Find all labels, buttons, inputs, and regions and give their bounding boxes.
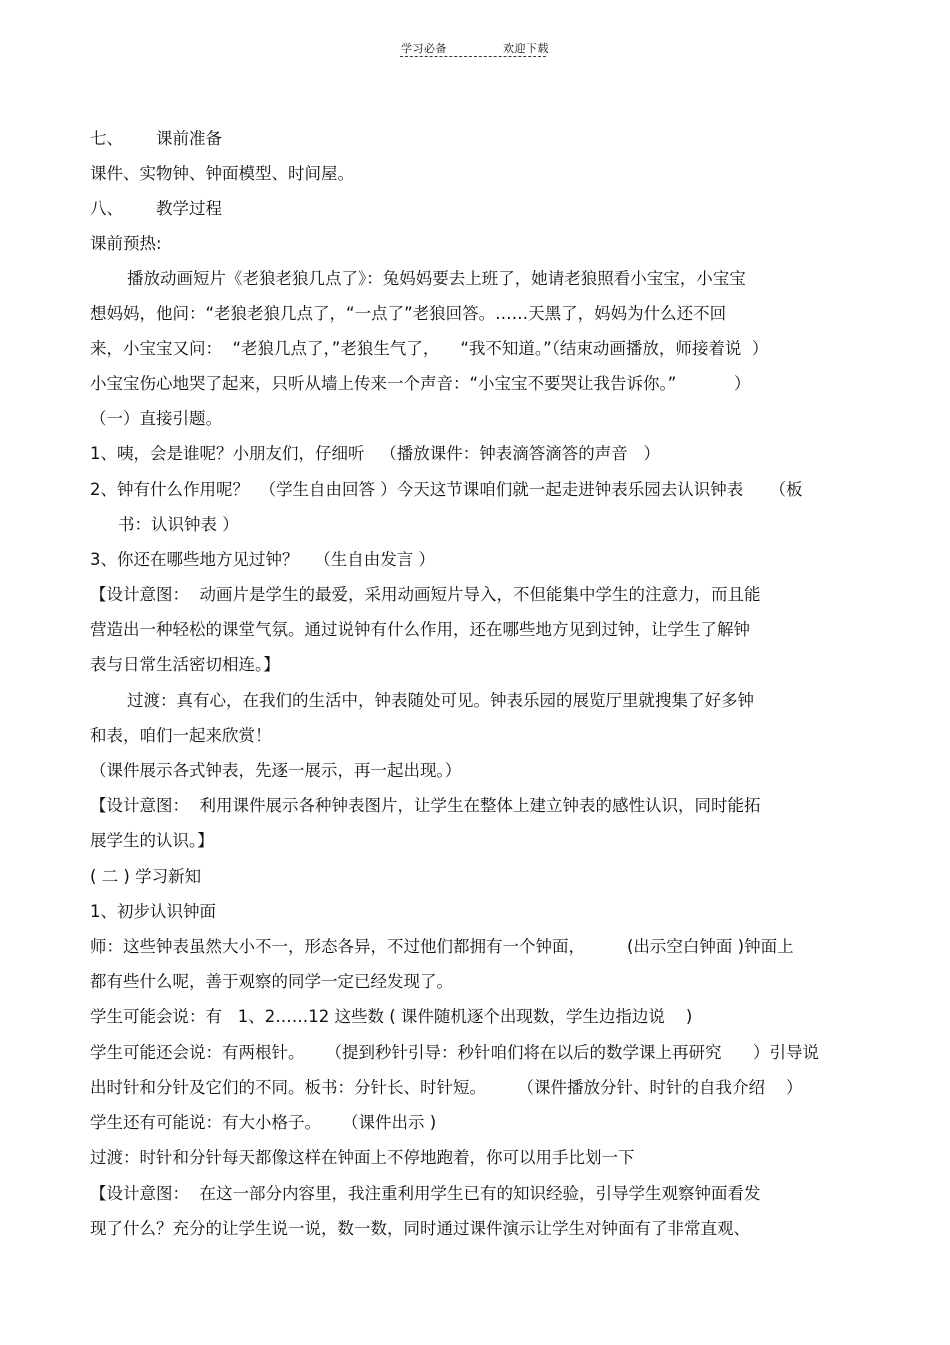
paragraph-line: 和表，咱们一起来欣赏！: [90, 726, 272, 745]
paragraph-line: 出时针和分针及它们的不同。板书：分针长、时针短。 （课件播放分针、时针的自我介绍 ）: [90, 1078, 803, 1097]
design-note-line: 展学生的认识。】: [90, 831, 214, 850]
paragraph-line: 过渡：真有心，在我们的生活中，钟表随处可见。钟表乐园的展览厅里就搜集了好多钟: [127, 691, 754, 710]
paragraph-line: 来，小宝宝又问： “老狼几点了，”老狼生气了， “我不知道。”（结束动画播放，师接着说 ）: [90, 339, 769, 358]
paragraph-line: 学生可能还会说：有两根针。 （提到秒针引导：秒针咱们将在以后的数学课上再研究 ）引导说: [90, 1043, 819, 1062]
subheading: 1、初步认识钟面: [90, 902, 216, 921]
header-divider: [400, 56, 546, 57]
paragraph-line: 师：这些钟表虽然大小不一，形态各异，不过他们都拥有一个钟面， (出示空白钟面 )钟面上: [90, 937, 794, 956]
section-number: 八、: [90, 199, 123, 218]
header-right-text: 欢迎下载: [503, 42, 549, 55]
paragraph-line: 书：认识钟表 ）: [118, 515, 239, 534]
paragraph-line: 3、你还在哪些地方见过钟？ （生自由发言 ）: [90, 550, 435, 569]
subheading: ( 二 ) 学习新知: [90, 867, 202, 886]
paragraph-line: 播放动画短片《老狼老狼几点了》：兔妈妈要去上班了，她请老狼照看小宝宝，小宝宝: [127, 269, 746, 288]
paragraph-line: 1、咦，会是谁呢？小朋友们，仔细听 （播放课件：钟表滴答滴答的声音 ）: [90, 444, 660, 463]
section-title: 课前准备: [156, 129, 222, 148]
design-note-line: 【设计意图： 动画片是学生的最爱，采用动画短片导入，不但能集中学生的注意力，而且能: [90, 585, 761, 604]
design-note-line: 表与日常生活密切相连。】: [90, 655, 280, 674]
section-heading-7: [90, 128, 222, 150]
paragraph-line: 课件、实物钟、钟面模型、时间屋。: [90, 164, 354, 183]
paragraph-line: 学生还有可能说：有大小格子。 （课件出示 ): [90, 1113, 437, 1132]
subheading: （一）直接引题。: [90, 409, 222, 428]
subheading: 课前预热:: [90, 234, 162, 253]
paragraph-line: 学生可能会说：有 1、2……12 这些数 ( 课件随机逐个出现数，学生边指边说 ): [90, 1007, 693, 1026]
paragraph-line: 小宝宝伤心地哭了起来，只听从墙上传来一个声音：“小宝宝不要哭让我告诉你。” ）: [90, 374, 751, 393]
paragraph-line: 过渡：时针和分针每天都像这样在钟面上不停地跑着，你可以用手比划一下: [90, 1148, 635, 1167]
section-title: 教学过程: [156, 199, 222, 218]
design-note-line: 营造出一种轻松的课堂气氛。通过说钟有什么作用，还在哪些地方见到过钟，让学生了解钟: [90, 620, 750, 639]
design-note-line: 【设计意图： 在这一部分内容里，我注重利用学生已有的知识经验，引导学生观察钟面看发: [90, 1184, 761, 1203]
page-header: [0, 40, 950, 56]
paragraph-line: 想妈妈，他问：“老狼老狼几点了，“一点了”老狼回答。……天黑了，妈妈为什么还不回: [90, 304, 727, 323]
header-left-text: 学习必备: [401, 42, 447, 55]
design-note-line: 【设计意图： 利用课件展示各种钟表图片，让学生在整体上建立钟表的感性认识，同时能拓: [90, 796, 761, 815]
paragraph-line: 都有些什么呢，善于观察的同学一定已经发现了。: [90, 972, 453, 991]
paragraph-line: 2、钟有什么作用呢？ （学生自由回答 ）今天这节课咱们就一起走进钟表乐园去认识钟表 （板: [90, 480, 803, 499]
design-note-line: 现了什么？充分的让学生说一说，数一数，同时通过课件演示让学生对钟面有了非常直观、: [90, 1219, 750, 1238]
paragraph-line: （课件展示各式钟表，先逐一展示，再一起出现。）: [90, 761, 462, 780]
section-heading-8: [90, 198, 222, 220]
section-number: 七、: [90, 129, 123, 148]
